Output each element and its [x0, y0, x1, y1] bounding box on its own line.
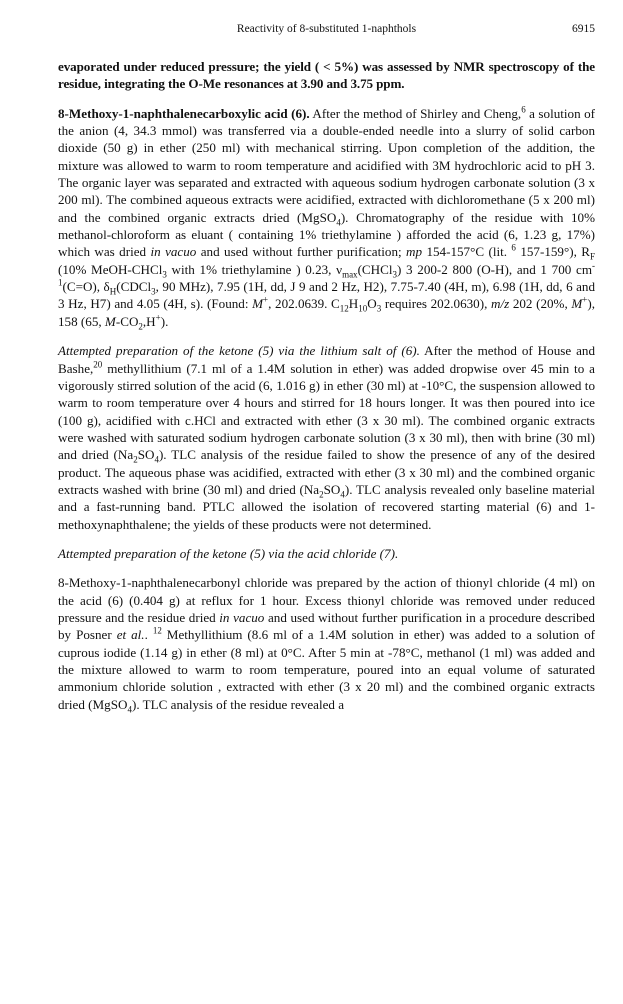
text-run: ,H: [142, 313, 156, 329]
page-number: 6915: [572, 23, 595, 35]
text-run: After the method of House and Bashe,: [58, 343, 595, 376]
text-run: O: [367, 296, 377, 312]
text-run: ), 158 (65,: [58, 296, 595, 329]
text-run: (C=O), δ: [62, 279, 110, 295]
italic-text: m/z: [491, 296, 510, 312]
superscript: +: [263, 295, 269, 306]
text-run: , 202.0639. C: [268, 296, 340, 312]
text-run: 154-157°C (lit.: [422, 244, 512, 260]
text-run: SO: [137, 447, 155, 463]
subscript: 3: [162, 269, 167, 280]
section-heading-acid: 8-Methoxy-1-naphthalenecarboxylic acid (6).: [58, 105, 310, 121]
heading-text: Attempted preparation of the ketone (5) via the acid chloride (7).: [58, 545, 399, 561]
text-run: , 90 MHz), 7.95 (1H, dd, J 9 and 2 Hz, H2), 7.75-7.40 (4H, m), 6.98 (1H, dd, 6 and 3 Hz, H7) and 4.05 (4H, s). (Found:: [58, 279, 596, 312]
text-run: (CDCl: [116, 279, 152, 295]
text-run: SO: [323, 481, 341, 497]
text-run: H: [348, 296, 359, 312]
text-run: ). TLC analysis of the residue failed to show the presence of any of the desired product. The aqueous phase was acidified, extracted with ether (3 x 30 ml) and the combined organic extracts washed with brine (30 ml) and dried (Na: [58, 447, 595, 497]
italic-text: in vacuo: [150, 244, 197, 260]
running-title: Reactivity of 8-substituted 1-naphthols: [236, 23, 417, 35]
text-run: 157-159°), R: [515, 244, 590, 260]
subscript: 4: [127, 704, 132, 715]
text-run: ).: [160, 313, 169, 329]
paragraph-acid-chloride: [58, 574, 595, 713]
subscript: 4: [336, 217, 341, 228]
citation-ref: 20: [93, 359, 103, 370]
text-run: .: [144, 627, 153, 643]
italic-text: mp: [406, 244, 423, 260]
subscript: 3: [392, 269, 397, 280]
citation-ref: 6: [511, 243, 516, 254]
superscript: -1: [58, 260, 596, 288]
subscript: 3: [151, 286, 156, 297]
text-run: (10% MeOH-CHCl: [58, 261, 163, 277]
text-run: and used without further purification in a procedure described by Posner: [58, 609, 595, 643]
subscript: 2: [133, 454, 138, 465]
superscript: +: [155, 312, 161, 323]
subscript: H: [109, 286, 117, 297]
subscript: F: [589, 252, 595, 263]
subscript: 3: [376, 304, 382, 315]
text-run: ). TLC analysis of the residue revealed a: [131, 696, 345, 712]
text-run: (CHCl: [357, 261, 393, 277]
superscript: +: [582, 295, 588, 306]
paragraph-continuation: evaporated under reduced pressure; the yield ( < 5%) was assessed by NMR spectroscopy of the residue, integrating the O-Me resonances at 3.90 and 3.75 ppm.: [58, 59, 595, 92]
italic-text: M: [571, 296, 583, 312]
text-run: 8-Methoxy-1-naphthalenecarbonyl chloride was prepared by the action of thionyl chloride (4 ml) on the acid (6) (0.404 g) at reflux for 1 hour. Excess thionyl chloride was removed under reduced pressure and the residue dried: [58, 575, 595, 625]
text-run: Methyllithium (8.6 ml of a 1.4M solution in ether) was added to a solution of cuprous iodide (1.14 g) in ether (8 ml) at 0°C. After 5 min at -78°C, methanol (1 ml) was added and the mixture allowed to warm to room temperature, poured into an equal volume of saturated ammonium chloride solution , extracted with ether (3 x 20 ml) and the combined organic extracts dried (MgSO: [58, 627, 595, 712]
subscript: 2: [138, 321, 143, 332]
paragraph-lithium-salt: [58, 342, 595, 533]
subscript: max: [342, 269, 358, 280]
text-run: requires 202.0630),: [381, 296, 491, 312]
text-run: a solution of the anion (4, 34.3 mmol) was transferred via a double-ended needle into a slurry of solid carbon dioxide (50 g) in ether (250 ml) with mechanical stirring. Upon completion of the addition, the mixture was allowed to warm to room temperature and acidified with 3M hydrochloric acid to pH 3. The organic layer was separated and extracted with aqueous sodium hydrogen carbonate solution (3 x 200 ml). The combined aqueous extracts were acidified, extracted with dichloromethane (5 x 200 ml) and the combined organic extracts dried (MgSO: [58, 105, 595, 225]
citation-ref: 6: [521, 104, 526, 115]
italic-text: et al.: [116, 627, 145, 643]
citation-ref: 12: [152, 625, 162, 636]
italic-text: M: [252, 296, 264, 312]
text-run: ) 3 200-2 800 (O-H), and 1 700 cm: [396, 261, 593, 277]
subscript: 10: [358, 304, 368, 315]
running-header: [58, 23, 595, 39]
text-run: -CO: [115, 313, 139, 329]
subscript: 2: [319, 489, 324, 500]
text-run: and used without further purification;: [196, 244, 407, 260]
body-text: [58, 58, 595, 713]
text-run: with 1% triethylamine ) 0.23, ν: [166, 261, 343, 277]
italic-text: in vacuo: [219, 609, 265, 625]
subscript: 4: [154, 454, 159, 465]
text-run: After the method of Shirley and Cheng,: [309, 105, 522, 121]
section-heading-lithium-salt: Attempted preparation of the ketone (5) via the lithium salt of (6).: [58, 343, 420, 359]
text-run: 202 (20%,: [509, 296, 572, 312]
paragraph-acid-6: [58, 105, 595, 330]
text-run: ). TLC analysis revealed only baseline material and a fast-running band. PTLC allowed the isolation of recovered starting material (6) and 1-methoxynaphthalene; the yields of these products were not determined.: [58, 481, 595, 532]
subscript: 12: [339, 304, 349, 315]
text-run: ). Chromatography of the residue with 10% methanol-chloroform as eluant ( containing 1% triethylamine ) afforded the acid (6, 1.23 g, 17%) which was dried: [58, 209, 596, 260]
text-run: methyllithium (7.1 ml of a 1.4M solution in ether) was added dropwise over 45 min to a vigorously stirred solution of the acid (6, 1.016 g) in ether (30 ml) at -10°C, the suspension allowed to warm to room temperature over 4 hours and stirred for 18 hours longer. It was then poured into ice (100 g), acidified with c.HCl and extracted with ether (3 x 30 ml). The combined organic extracts were washed with saturated sodium hydrogen carbonate solution (3 x 30 ml), then with brine (30 ml) and dried (Na: [58, 360, 595, 463]
subscript: 4: [340, 489, 345, 500]
italic-text: M: [104, 313, 116, 329]
section-heading-acid-chloride: [58, 545, 595, 562]
